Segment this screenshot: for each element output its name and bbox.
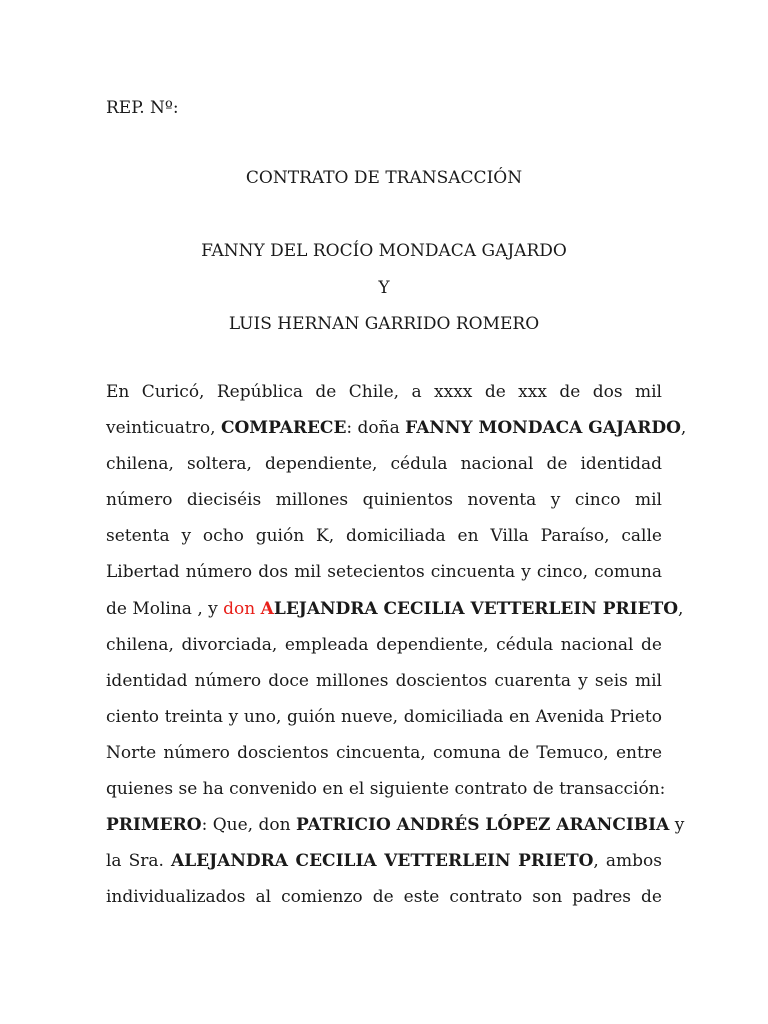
- highlighted-text: don: [223, 598, 261, 619]
- body-line: número dieciséis millones quinientos noventa y cinco mil: [106, 490, 662, 511]
- body-line: veinticuatro, COMPARECE: doña FANNY MONDACA GAJARDO,: [106, 418, 687, 439]
- body-line: identidad número doce millones doscientos cuarenta y seis mil: [106, 670, 662, 691]
- highlighted-initial: A: [260, 598, 274, 619]
- party-one-name: FANNY DEL ROCÍO MONDACA GAJARDO: [201, 241, 567, 261]
- body-line: Libertad número dos mil setecientos cincuenta y cinco, comuna: [106, 562, 662, 583]
- body-line: En Curicó, República de Chile, a xxxx de xxx de dos mil: [106, 382, 662, 402]
- body-line: Norte número doscientos cincuenta, comuna de Temuco, entre: [106, 742, 662, 763]
- body-line: ciento treinta y uno, guión nueve, domiciliada en Avenida Prieto: [106, 706, 662, 727]
- clause-first-heading: PRIMERO: [106, 815, 202, 836]
- body-line: quienes se ha convenido en el siguiente contrato de transacción:: [106, 779, 666, 800]
- second-party-bold-name: LEJANDRA CECILIA VETTERLEIN PRIETO: [273, 598, 679, 619]
- body-line: chilena, divorciada, empleada dependiente, cédula nacional de: [106, 634, 662, 655]
- rep-number-label: REP. Nº:: [106, 98, 179, 118]
- contract-body: [106, 380, 687, 921]
- body-line: setenta y ocho guión K, domiciliada en Villa Paraíso, calle: [106, 526, 662, 547]
- body-line: de Molina , y don ALEJANDRA CECILIA VETTERLEIN PRIETO,: [106, 598, 684, 619]
- body-line: PRIMERO: Que, don PATRICIO ANDRÉS LÓPEZ ARANCIBIA y: [106, 815, 685, 836]
- body-line: la Sra. ALEJANDRA CECILIA VETTERLEIN PRIETO, ambos: [106, 851, 662, 872]
- party-connector: Y: [378, 278, 390, 298]
- party-one-bold-name: FANNY MONDACA GAJARDO: [405, 418, 681, 439]
- body-line: chilena, soltera, dependiente, cédula nacional de identidad: [106, 454, 662, 475]
- mother-bold-name: ALEJANDRA CECILIA VETTERLEIN PRIETO: [171, 851, 594, 872]
- party-two-name: LUIS HERNAN GARRIDO ROMERO: [228, 314, 540, 334]
- father-bold-name: PATRICIO ANDRÉS LÓPEZ ARANCIBIA: [295, 815, 670, 836]
- appears-keyword: COMPARECE: [220, 418, 347, 439]
- contract-title: CONTRATO DE TRANSACCIÓN: [245, 168, 523, 188]
- body-line: individualizados al comienzo de este contrato son padres de: [106, 887, 662, 908]
